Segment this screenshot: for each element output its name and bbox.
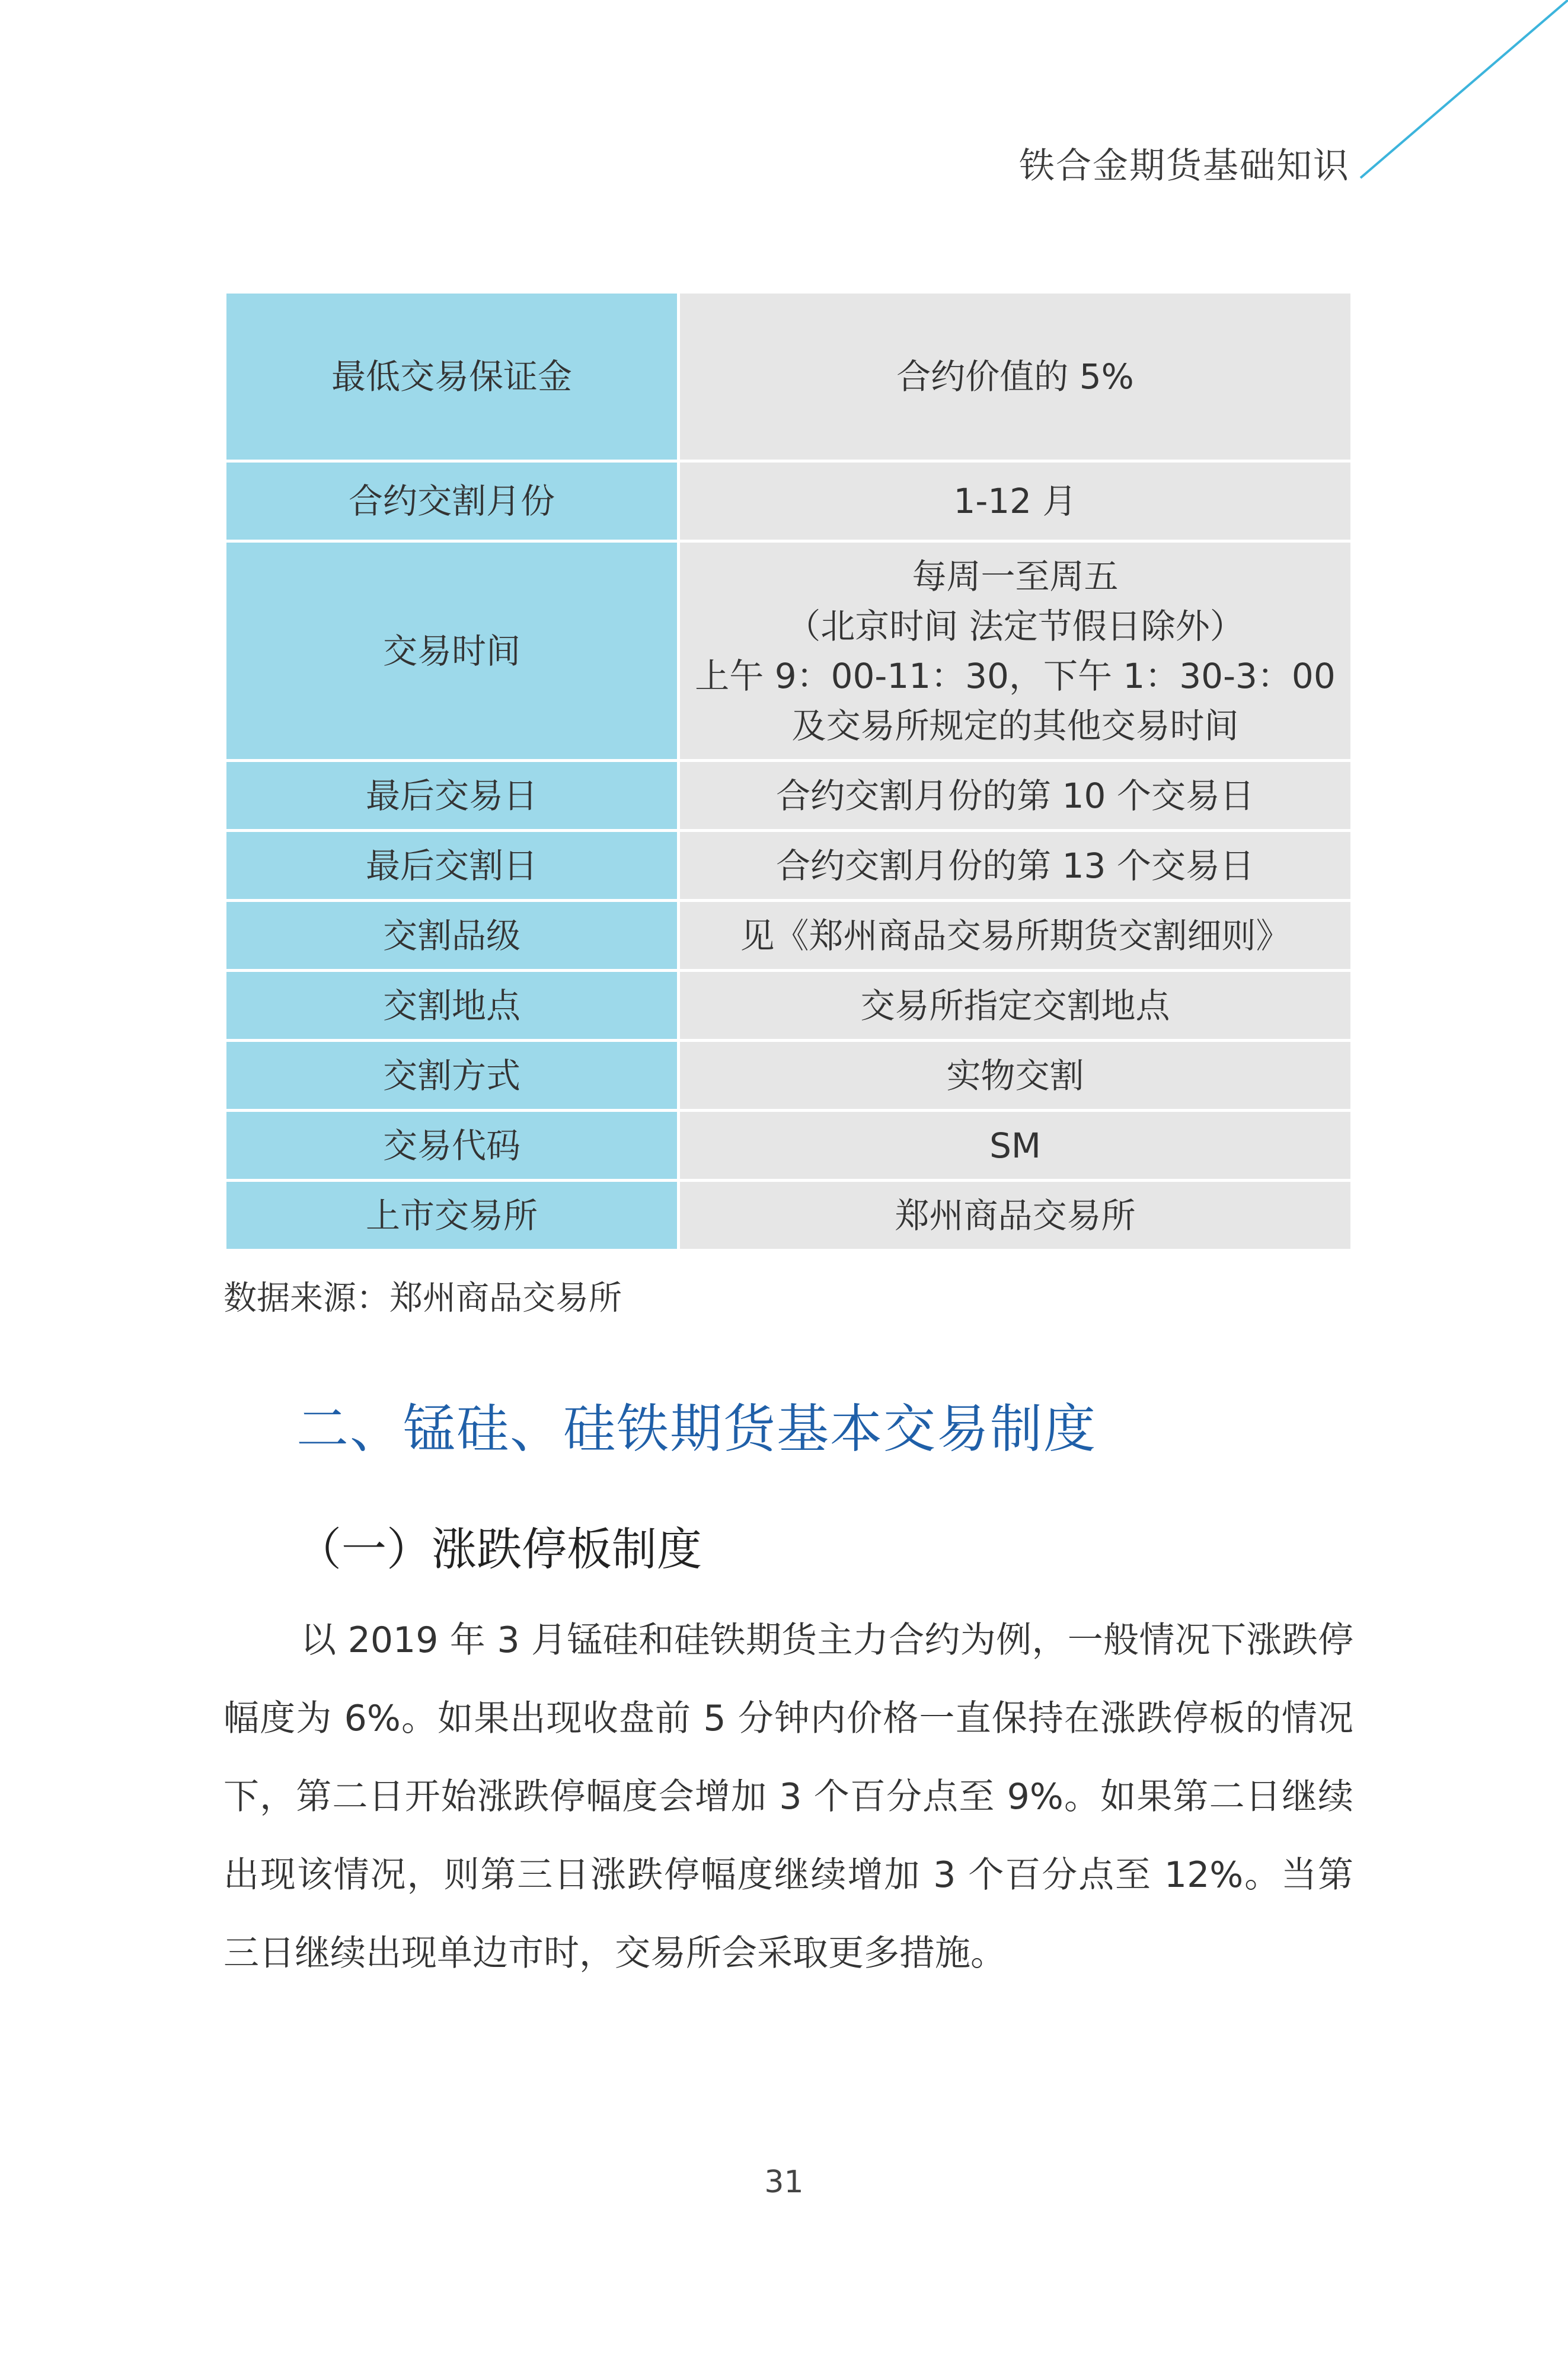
table-row (225, 1181, 1352, 1251)
value-line: 合约价值的 5% (896, 356, 1134, 397)
section-heading: 二、锰硅、硅铁期货基本交易制度 (296, 1398, 1097, 1459)
row-key: 交割品级 (225, 901, 679, 971)
row-value (679, 971, 1352, 1041)
row-key: 最低交易保证金 (225, 292, 679, 461)
row-key: 最后交割日 (225, 831, 679, 901)
row-key: 交割方式 (225, 1041, 679, 1111)
running-header-title: 铁合金期货基础知识 (1019, 145, 1350, 187)
row-value (679, 1181, 1352, 1251)
row-value (679, 831, 1352, 901)
row-key: 上市交易所 (225, 1181, 679, 1251)
value-line: SM (989, 1125, 1041, 1166)
value-line: 实物交割 (946, 1055, 1084, 1096)
row-key: 合约交割月份 (225, 461, 679, 541)
table-row (225, 1111, 1352, 1181)
row-key: 交易时间 (225, 541, 679, 761)
value-line: 1-12 月 (953, 481, 1077, 521)
row-key: 交割地点 (225, 971, 679, 1041)
table-row (225, 461, 1352, 541)
row-key: 交易代码 (225, 1111, 679, 1181)
value-line: 上午 9：00-11：30，下午 1：30-3：00 (695, 655, 1336, 696)
value-line: 及交易所规定的其他交易时间 (791, 705, 1239, 746)
subsection-heading: （一）涨跌停板制度 (296, 1523, 702, 1576)
table-row (225, 971, 1352, 1041)
body-paragraph: 以 2019 年 3 月锰硅和硅铁期货主力合约为例，一般情况下涨跌停幅度为 6%。如果出现收盘前 5 分钟内价格一直保持在涨跌停板的情况下，第二日开始涨跌停幅度会增加 3 个百分点至 9%。如果第二日继续出现该情况，则第三日涨跌停幅度继续增加 3 个百分点至 12%。当第三日继续出现单边市时，交易所会采取更多措施。 (223, 1619, 1353, 1974)
table-row (225, 1041, 1352, 1111)
row-value (679, 461, 1352, 541)
value-line: 交易所指定交割地点 (860, 985, 1170, 1026)
table-row (225, 831, 1352, 901)
data-source-note: 数据来源：郑州商品交易所 (223, 1279, 622, 1318)
row-value (679, 292, 1352, 461)
row-value (679, 761, 1352, 831)
value-line: 见《郑州商品交易所期货交割细则》 (740, 915, 1291, 956)
row-value (679, 901, 1352, 971)
value-line: 合约交割月份的第 10 个交易日 (776, 775, 1254, 816)
value-line: （北京时间 法定节假日除外） (786, 605, 1244, 646)
table-row (225, 541, 1352, 761)
page-number: 31 (764, 2164, 804, 2200)
table-row (225, 292, 1352, 461)
value-line: 郑州商品交易所 (895, 1195, 1136, 1236)
table-row (225, 901, 1352, 971)
value-line: 合约交割月份的第 13 个交易日 (776, 845, 1254, 886)
row-key: 最后交易日 (225, 761, 679, 831)
row-value (679, 1041, 1352, 1111)
row-value (679, 1111, 1352, 1181)
table-row (225, 761, 1352, 831)
contract-spec-table (223, 291, 1353, 1252)
value-line: 每周一至周五 (912, 556, 1119, 597)
row-value (679, 541, 1352, 761)
